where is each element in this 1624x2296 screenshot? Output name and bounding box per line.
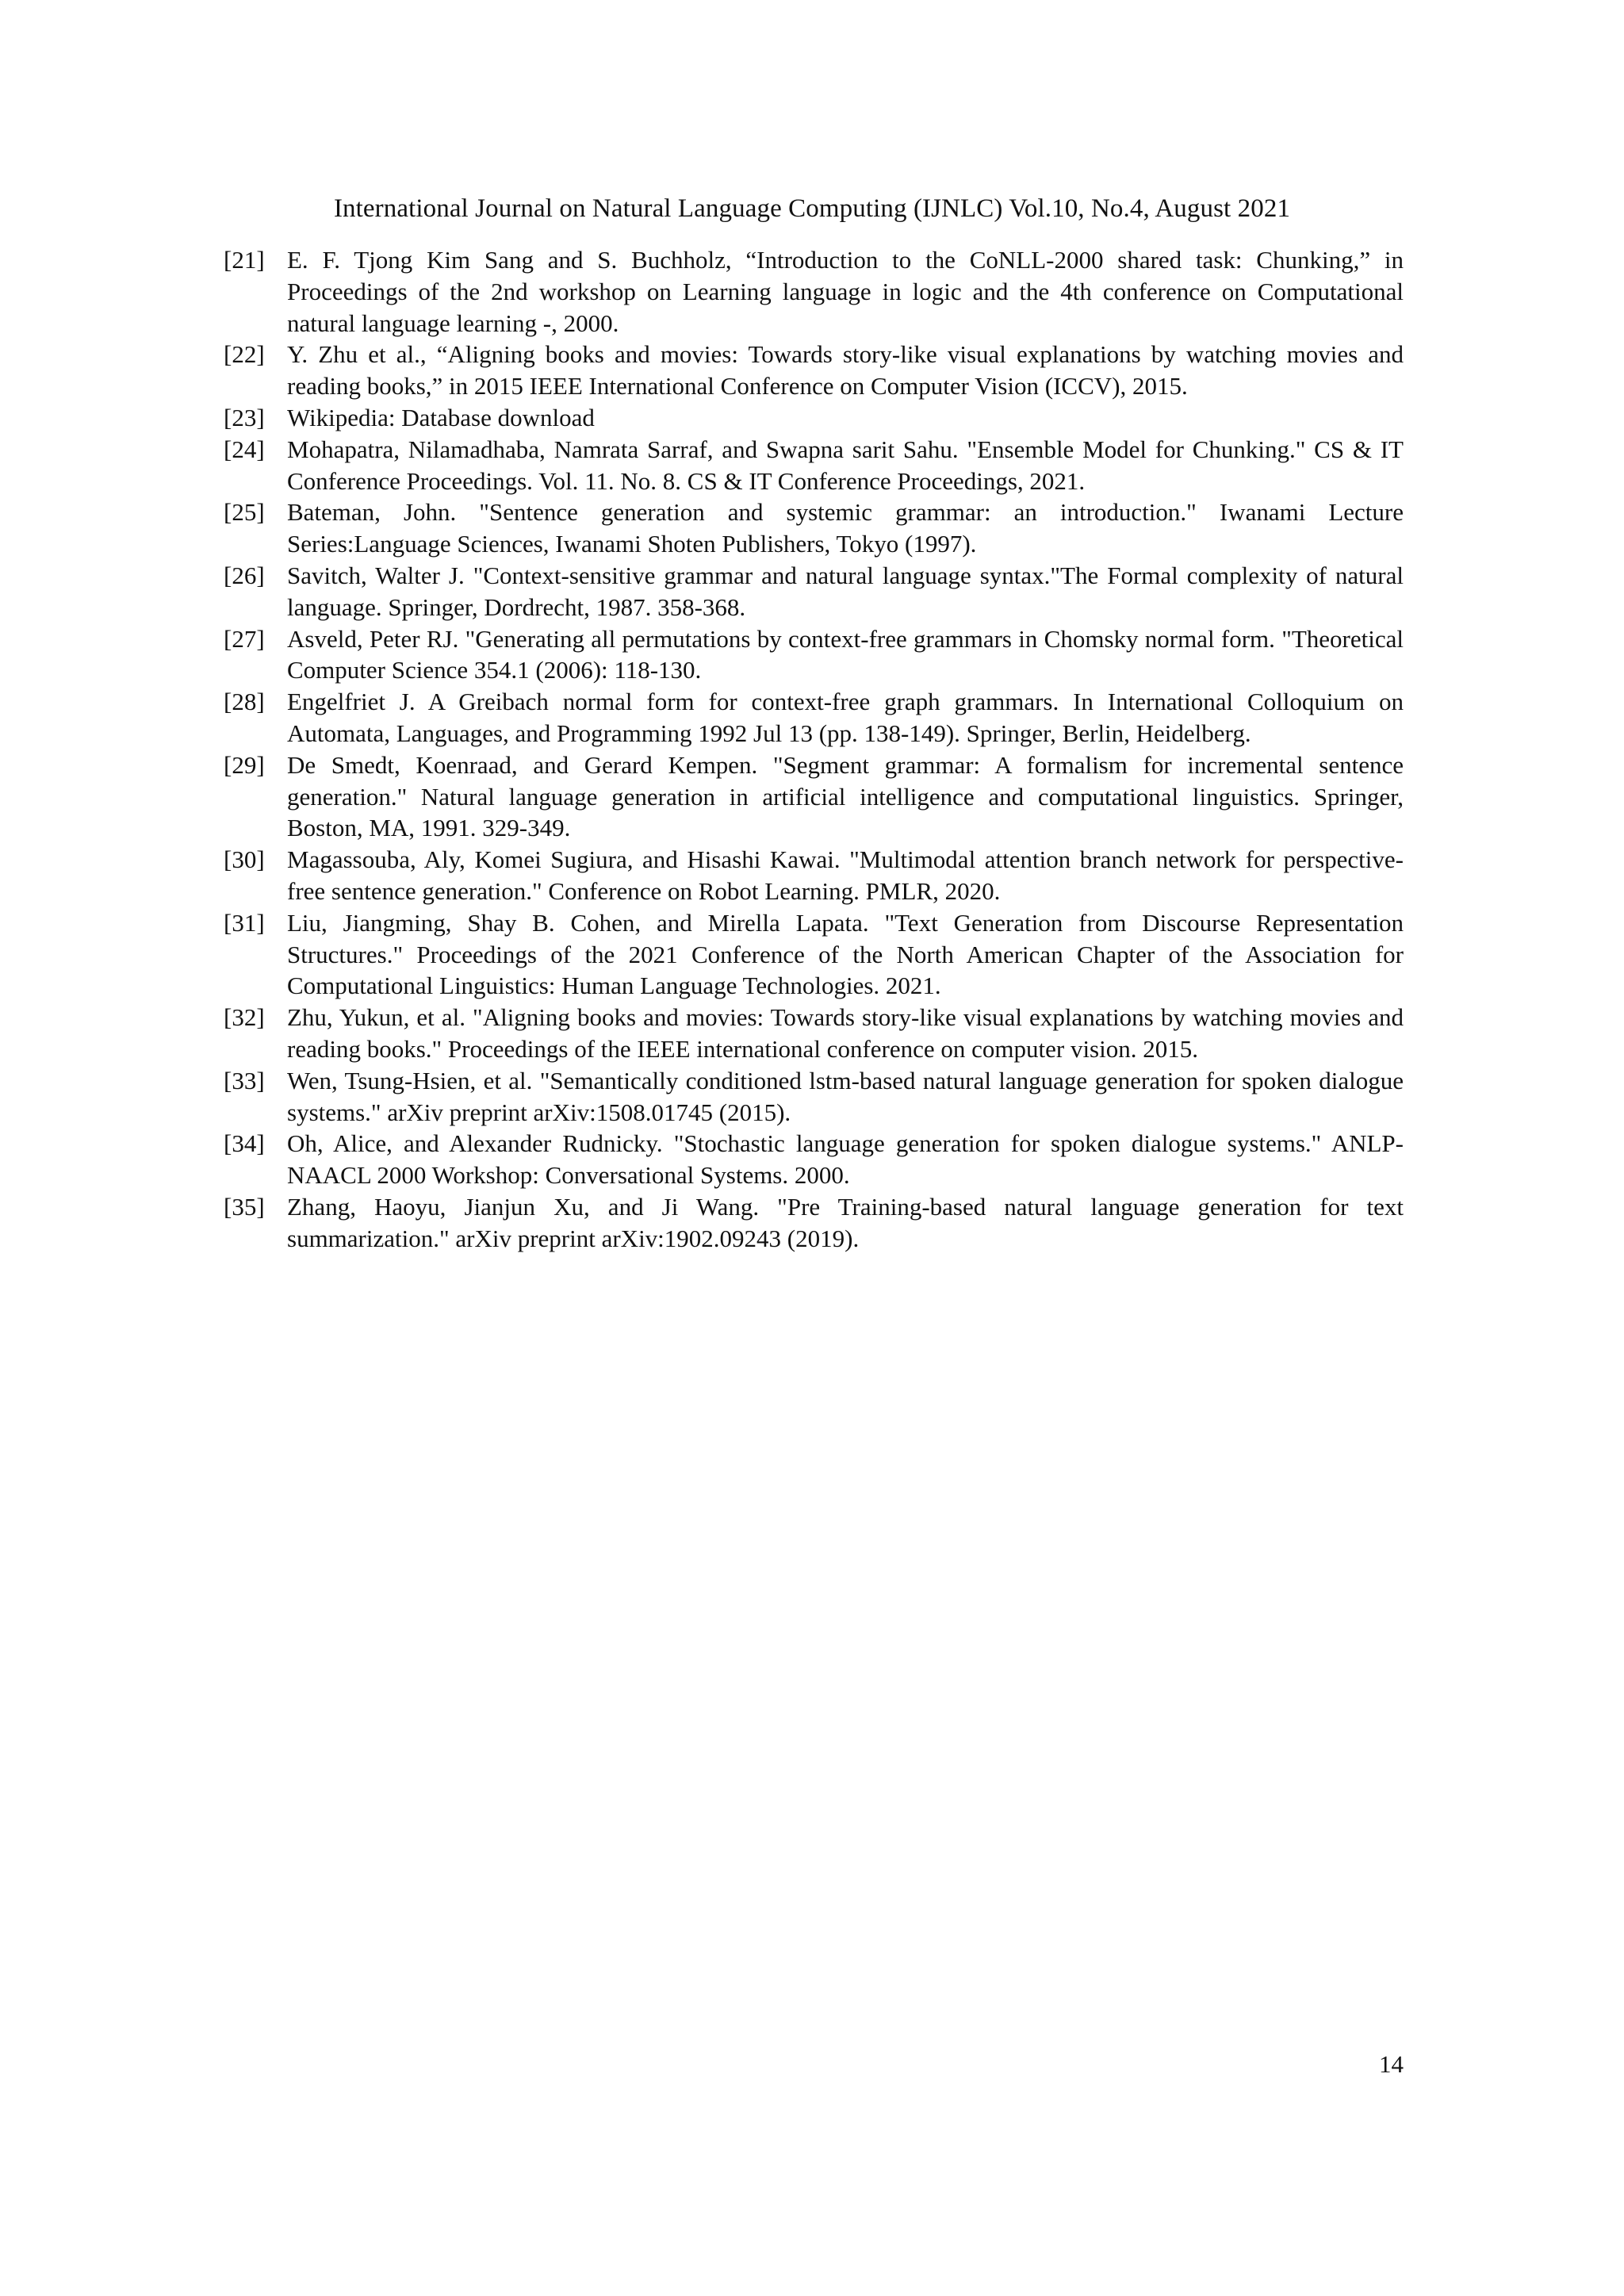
reference-number: [22] bbox=[224, 340, 265, 369]
running-header: International Journal on Natural Language Computing (IJNLC) Vol.10, No.4, August 2021 bbox=[333, 194, 1291, 223]
reference-text: Magassouba, Aly, Komei Sugiura, and Hisashi Kawai. "Multimodal attention branch network for perspective-free sentence generation." Conference on Robot Learning. PMLR, 2020. bbox=[287, 845, 1404, 905]
reference-number: [27] bbox=[224, 624, 265, 653]
reference-number: [32] bbox=[224, 1003, 265, 1032]
reference-number: [33] bbox=[224, 1066, 265, 1094]
reference-number: [25] bbox=[224, 498, 265, 527]
reference-item bbox=[224, 1128, 1404, 1191]
reference-item bbox=[224, 1191, 1404, 1255]
reference-list bbox=[224, 244, 1404, 1255]
reference-item bbox=[224, 496, 1404, 560]
reference-text: Asveld, Peter RJ. "Generating all permutations by context-free grammars in Chomsky normal form. "Theoretical Computer Science 354.1 (2006): 118-130. bbox=[287, 624, 1404, 684]
reference-text: Wikipedia: Database download bbox=[287, 403, 595, 431]
reference-item bbox=[224, 844, 1404, 907]
reference-text: Liu, Jiangming, Shay B. Cohen, and Mirella Lapata. "Text Generation from Discourse Representation Structures." Proceedings of the 2021 Conference of the North American Chapter of the Association for Computational Linguistics: Human Language Technologies. 2021. bbox=[287, 908, 1404, 1000]
reference-text: Zhang, Haoyu, Jianjun Xu, and Ji Wang. "Pre Training-based natural language generation for text summarization." arXiv preprint arXiv:1902.09243 (2019). bbox=[287, 1192, 1404, 1252]
reference-text: Mohapatra, Nilamadhaba, Namrata Sarraf, and Swapna sarit Sahu. "Ensemble Model for Chunking." CS & IT Conference Proceedings. Vol. 11. No. 8. CS & IT Conference Proceedings, 2021. bbox=[287, 435, 1404, 495]
reference-text: Engelfriet J. A Greibach normal form for context-free graph grammars. In International Colloquium on Automata, Languages, and Programming 1992 Jul 13 (pp. 138-149). Springer, Berlin, Heidelberg. bbox=[287, 688, 1404, 747]
reference-number: [26] bbox=[224, 561, 265, 589]
reference-number: [31] bbox=[224, 908, 265, 937]
reference-text: De Smedt, Koenraad, and Gerard Kempen. "Segment grammar: A formalism for incremental sentence generation." Natural language generation in artificial intelligence and computational linguistics. Springer, Boston, MA, 1991. 329-349. bbox=[287, 750, 1404, 842]
reference-text: Wen, Tsung-Hsien, et al. "Semantically conditioned lstm-based natural language generation for spoken dialogue systems." arXiv preprint arXiv:1508.01745 (2015). bbox=[287, 1066, 1404, 1126]
reference-item bbox=[224, 339, 1404, 402]
reference-number: [28] bbox=[224, 688, 265, 716]
reference-item bbox=[224, 402, 1404, 434]
reference-item bbox=[224, 623, 1404, 687]
reference-number: [21] bbox=[224, 246, 265, 274]
reference-item bbox=[224, 244, 1404, 339]
page-number: 14 bbox=[1379, 2050, 1404, 2078]
reference-number: [35] bbox=[224, 1192, 265, 1221]
reference-item bbox=[224, 749, 1404, 844]
reference-item bbox=[224, 560, 1404, 623]
reference-number: [30] bbox=[224, 845, 265, 874]
reference-item bbox=[224, 907, 1404, 1002]
reference-text: Zhu, Yukun, et al. "Aligning books and movies: Towards story-like visual explanations by watching movies and reading books." Proceedings of the IEEE international conference on computer vision. 2015. bbox=[287, 1003, 1404, 1063]
reference-text: Oh, Alice, and Alexander Rudnicky. "Stochastic language generation for spoken dialogue systems." ANLP-NAACL 2000 Workshop: Conversational Systems. 2000. bbox=[287, 1129, 1404, 1190]
reference-item bbox=[224, 434, 1404, 497]
reference-item bbox=[224, 686, 1404, 749]
reference-item bbox=[224, 1002, 1404, 1065]
reference-text: Savitch, Walter J. "Context-sensitive grammar and natural language syntax."The Formal complexity of natural language. Springer, Dordrecht, 1987. 358-368. bbox=[287, 561, 1404, 621]
reference-number: [29] bbox=[224, 750, 265, 779]
reference-number: [34] bbox=[224, 1129, 265, 1158]
reference-number: [23] bbox=[224, 403, 265, 431]
reference-text: Bateman, John. "Sentence generation and systemic grammar: an introduction." Iwanami Lecture Series:Language Sciences, Iwanami Shoten Publishers, Tokyo (1997). bbox=[287, 498, 1404, 558]
reference-text: Y. Zhu et al., “Aligning books and movies: Towards story-like visual explanations by watching movies and reading books,” in 2015 IEEE International Conference on Computer Vision (ICCV), 2015. bbox=[287, 340, 1404, 401]
reference-number: [24] bbox=[224, 435, 265, 463]
reference-item bbox=[224, 1065, 1404, 1129]
reference-text: E. F. Tjong Kim Sang and S. Buchholz, “Introduction to the CoNLL-2000 shared task: Chunking,” in Proceedings of the 2nd workshop on Learning language in logic and the 4th conference on Computational natural language learning -, 2000. bbox=[287, 246, 1404, 337]
